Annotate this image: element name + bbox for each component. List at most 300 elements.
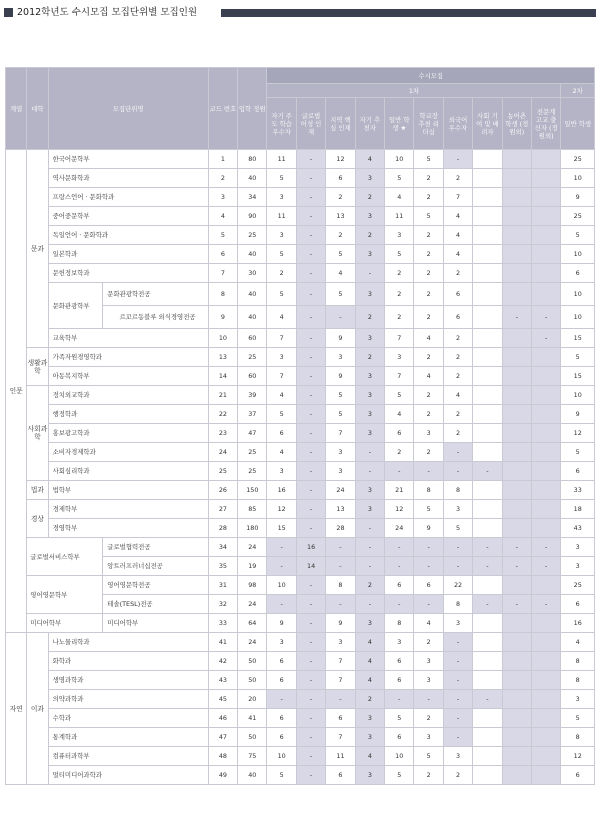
- table-row: [6, 367, 595, 386]
- code-cell: 5: [208, 226, 237, 245]
- value-cell: [532, 728, 561, 747]
- value-cell: -: [473, 538, 502, 557]
- code-cell: 46: [208, 709, 237, 728]
- value-cell: 3: [355, 386, 384, 405]
- value-cell: -: [355, 443, 384, 462]
- value-cell: -: [414, 595, 443, 614]
- table-row: [6, 264, 595, 283]
- value-cell: 6: [267, 424, 296, 443]
- code-cell: 33: [208, 614, 237, 633]
- quota-cell: 30: [238, 264, 267, 283]
- value-cell: -: [296, 614, 325, 633]
- value-cell: [502, 652, 531, 671]
- value-cell: 24: [326, 481, 355, 500]
- quota-cell: 39: [238, 386, 267, 405]
- value-cell: 3: [414, 652, 443, 671]
- quota-cell: 150: [238, 481, 267, 500]
- unit-name: 나노물리학과: [48, 633, 208, 652]
- value-cell: 12: [385, 500, 414, 519]
- value-cell: 2: [355, 348, 384, 367]
- value-cell: 2: [414, 633, 443, 652]
- value-cell: [502, 207, 531, 226]
- value-cell: -: [443, 633, 472, 652]
- value-cell: [532, 519, 561, 538]
- value-cell: [502, 283, 531, 306]
- value-cell: 12: [326, 150, 355, 169]
- value-cell: 4: [443, 386, 472, 405]
- value-cell: -: [296, 386, 325, 405]
- value-cell: -: [296, 481, 325, 500]
- value-cell: 2: [355, 576, 384, 595]
- code-cell: 8: [208, 283, 237, 306]
- value-cell: [532, 405, 561, 424]
- value-cell: -: [296, 348, 325, 367]
- code-cell: 10: [208, 329, 237, 348]
- value-cell: -: [296, 443, 325, 462]
- value-cell: 5: [414, 207, 443, 226]
- table-row: [6, 481, 595, 500]
- value-cell: 12: [267, 500, 296, 519]
- table-row: [6, 283, 595, 306]
- value-cell: 6: [385, 424, 414, 443]
- value-cell: -: [296, 306, 325, 329]
- value-cell: 2: [355, 226, 384, 245]
- table-row: [6, 169, 595, 188]
- value-cell: [473, 405, 502, 424]
- value-cell: -: [296, 462, 325, 481]
- value-cell: 7: [385, 367, 414, 386]
- value-cell: 2: [414, 348, 443, 367]
- value-cell: 2: [443, 169, 472, 188]
- value-cell: 8: [443, 595, 472, 614]
- value-cell: -: [443, 150, 472, 169]
- value-cell: 5: [414, 150, 443, 169]
- value-cell: [502, 150, 531, 169]
- value-cell: 2: [414, 264, 443, 283]
- college-cell: 영어영문학부: [27, 576, 103, 614]
- second-round-cell: 8: [561, 728, 595, 747]
- code-cell: 34: [208, 538, 237, 557]
- quota-cell: 64: [238, 614, 267, 633]
- value-cell: -: [326, 306, 355, 329]
- unit-name: 법학부: [48, 481, 208, 500]
- value-cell: -: [326, 690, 355, 709]
- header-first: 1차: [267, 84, 561, 98]
- quota-cell: 24: [238, 538, 267, 557]
- value-cell: [532, 424, 561, 443]
- value-cell: 2: [443, 264, 472, 283]
- value-cell: 3: [326, 462, 355, 481]
- value-cell: 2: [443, 405, 472, 424]
- value-cell: -: [385, 462, 414, 481]
- second-round-cell: 5: [561, 443, 595, 462]
- value-cell: -: [296, 728, 325, 747]
- second-round-cell: 12: [561, 424, 595, 443]
- value-cell: 3: [385, 226, 414, 245]
- value-cell: [473, 150, 502, 169]
- value-cell: -: [532, 538, 561, 557]
- value-cell: -: [296, 766, 325, 785]
- value-cell: 3: [414, 671, 443, 690]
- code-cell: 14: [208, 367, 237, 386]
- value-cell: 2: [385, 283, 414, 306]
- second-round-cell: 10: [561, 169, 595, 188]
- value-cell: -: [296, 500, 325, 519]
- unit-name: 소비자경제학과: [48, 443, 208, 462]
- value-cell: 9: [326, 367, 355, 386]
- value-cell: [473, 633, 502, 652]
- value-cell: [473, 264, 502, 283]
- second-round-cell: 16: [561, 614, 595, 633]
- header-unit: 모집단위명: [48, 68, 208, 150]
- unit-name: 아동복지학부: [48, 367, 208, 386]
- value-cell: 6: [414, 576, 443, 595]
- header-quota: 입학 정원: [238, 68, 267, 150]
- value-cell: [473, 671, 502, 690]
- value-cell: 2: [414, 386, 443, 405]
- value-cell: 6: [267, 671, 296, 690]
- code-cell: 41: [208, 633, 237, 652]
- table-row: [6, 150, 595, 169]
- second-round-cell: 10: [561, 245, 595, 264]
- unit-name: 생명과학과: [48, 671, 208, 690]
- value-cell: 4: [355, 652, 384, 671]
- value-cell: [473, 614, 502, 633]
- value-cell: [532, 614, 561, 633]
- value-cell: -: [296, 424, 325, 443]
- code-cell: 48: [208, 747, 237, 766]
- value-cell: 3: [355, 728, 384, 747]
- value-cell: 6: [326, 169, 355, 188]
- second-round-cell: 12: [561, 747, 595, 766]
- second-round-cell: 5: [561, 709, 595, 728]
- value-cell: [532, 481, 561, 500]
- value-cell: [473, 766, 502, 785]
- value-cell: 4: [326, 264, 355, 283]
- value-cell: 3: [355, 424, 384, 443]
- unit-name: 프랑스언어 · 문화학과: [48, 188, 208, 207]
- value-cell: [532, 500, 561, 519]
- header-first-col: 자기 주도 학습 우수자: [267, 98, 296, 150]
- value-cell: 5: [414, 500, 443, 519]
- value-cell: -: [355, 538, 384, 557]
- value-cell: [532, 652, 561, 671]
- table-row: [6, 747, 595, 766]
- value-cell: -: [473, 595, 502, 614]
- value-cell: 5: [326, 386, 355, 405]
- value-cell: [502, 443, 531, 462]
- value-cell: 3: [355, 500, 384, 519]
- value-cell: [473, 283, 502, 306]
- unit-name: 멀티미디어과학과: [48, 766, 208, 785]
- page-title: 2012학년도 수시모집 모집단위별 모집인원: [17, 7, 198, 18]
- value-cell: 2: [443, 766, 472, 785]
- table-row: [6, 462, 595, 481]
- value-cell: 6: [385, 652, 414, 671]
- value-cell: 4: [267, 386, 296, 405]
- quota-cell: 24: [238, 595, 267, 614]
- value-cell: [473, 500, 502, 519]
- value-cell: [473, 481, 502, 500]
- value-cell: 2: [326, 188, 355, 207]
- quota-cell: 40: [238, 169, 267, 188]
- value-cell: [473, 207, 502, 226]
- value-cell: 21: [385, 481, 414, 500]
- value-cell: 16: [267, 481, 296, 500]
- value-cell: 5: [385, 709, 414, 728]
- value-cell: 6: [443, 283, 472, 306]
- value-cell: -: [296, 264, 325, 283]
- value-cell: -: [414, 538, 443, 557]
- second-round-cell: 5: [561, 226, 595, 245]
- value-cell: 2: [414, 766, 443, 785]
- header-first-col: 전문계 고교 출신자 (정원외): [532, 98, 561, 150]
- value-cell: 9: [326, 614, 355, 633]
- second-round-cell: 9: [561, 405, 595, 424]
- value-cell: 6: [267, 652, 296, 671]
- value-cell: 2: [385, 264, 414, 283]
- value-cell: [473, 652, 502, 671]
- quota-cell: 60: [238, 329, 267, 348]
- value-cell: 4: [385, 405, 414, 424]
- value-cell: 2: [414, 188, 443, 207]
- college-cell: 문과: [27, 150, 48, 348]
- value-cell: [502, 690, 531, 709]
- header-field: 계열: [6, 68, 27, 150]
- quota-cell: 47: [238, 424, 267, 443]
- value-cell: [532, 188, 561, 207]
- value-cell: 4: [355, 747, 384, 766]
- unit-name: 앙트러프러너십전공: [103, 557, 208, 576]
- value-cell: -: [502, 557, 531, 576]
- value-cell: [532, 633, 561, 652]
- value-cell: 5: [326, 283, 355, 306]
- value-cell: 5: [443, 519, 472, 538]
- code-cell: 7: [208, 264, 237, 283]
- value-cell: 2: [443, 367, 472, 386]
- second-round-cell: 6: [561, 766, 595, 785]
- value-cell: 7: [385, 329, 414, 348]
- value-cell: 5: [267, 283, 296, 306]
- value-cell: 13: [326, 500, 355, 519]
- second-round-cell: 3: [561, 538, 595, 557]
- unit-name: 의약과학과: [48, 690, 208, 709]
- quota-cell: 37: [238, 405, 267, 424]
- code-cell: 45: [208, 690, 237, 709]
- quota-cell: 60: [238, 367, 267, 386]
- second-round-cell: 15: [561, 329, 595, 348]
- value-cell: -: [443, 557, 472, 576]
- second-round-cell: 3: [561, 690, 595, 709]
- second-round-cell: 10: [561, 306, 595, 329]
- value-cell: 7: [326, 728, 355, 747]
- value-cell: 4: [267, 443, 296, 462]
- table-row: [6, 766, 595, 785]
- value-cell: 3: [355, 329, 384, 348]
- value-cell: 5: [267, 169, 296, 188]
- value-cell: -: [296, 519, 325, 538]
- quota-cell: 40: [238, 245, 267, 264]
- code-cell: 1: [208, 150, 237, 169]
- value-cell: -: [296, 329, 325, 348]
- value-cell: -: [326, 538, 355, 557]
- value-cell: 7: [326, 671, 355, 690]
- value-cell: [473, 576, 502, 595]
- value-cell: 4: [443, 207, 472, 226]
- value-cell: -: [443, 652, 472, 671]
- value-cell: 4: [355, 671, 384, 690]
- unit-name: 행정학과: [48, 405, 208, 424]
- table-row: [6, 329, 595, 348]
- quota-cell: 24: [238, 633, 267, 652]
- code-cell: 25: [208, 462, 237, 481]
- value-cell: [473, 329, 502, 348]
- value-cell: 7: [267, 367, 296, 386]
- quota-cell: 19: [238, 557, 267, 576]
- quota-cell: 34: [238, 188, 267, 207]
- quota-cell: 75: [238, 747, 267, 766]
- value-cell: -: [296, 150, 325, 169]
- value-cell: 6: [267, 709, 296, 728]
- code-cell: 24: [208, 443, 237, 462]
- quota-cell: 180: [238, 519, 267, 538]
- unit-name: 한국어문학부: [48, 150, 208, 169]
- value-cell: -: [296, 633, 325, 652]
- unit-name: 홍보광고학과: [48, 424, 208, 443]
- value-cell: 10: [267, 747, 296, 766]
- value-cell: 8: [443, 481, 472, 500]
- header-first-col: 자기 추천자: [355, 98, 384, 150]
- second-round-cell: 8: [561, 652, 595, 671]
- value-cell: [502, 633, 531, 652]
- table-row: [6, 671, 595, 690]
- value-cell: 11: [326, 747, 355, 766]
- value-cell: [502, 747, 531, 766]
- code-cell: 21: [208, 386, 237, 405]
- value-cell: -: [296, 747, 325, 766]
- value-cell: -: [296, 207, 325, 226]
- value-cell: 3: [355, 766, 384, 785]
- value-cell: -: [473, 462, 502, 481]
- value-cell: [473, 747, 502, 766]
- college-cell: 생활과학: [27, 348, 48, 386]
- value-cell: [502, 226, 531, 245]
- unit-name: 글로벌협력전공: [103, 538, 208, 557]
- header-second: 2차: [561, 84, 595, 98]
- college-cell: 이과: [27, 633, 48, 785]
- value-cell: 6: [385, 671, 414, 690]
- second-round-cell: 43: [561, 519, 595, 538]
- value-cell: 9: [326, 329, 355, 348]
- table-row: [6, 207, 595, 226]
- value-cell: 9: [414, 519, 443, 538]
- value-cell: -: [443, 709, 472, 728]
- value-cell: [532, 462, 561, 481]
- quota-cell: 40: [238, 283, 267, 306]
- value-cell: 2: [443, 329, 472, 348]
- title-square-icon: [4, 8, 13, 17]
- value-cell: 13: [326, 207, 355, 226]
- quota-cell: 25: [238, 226, 267, 245]
- value-cell: 8: [414, 481, 443, 500]
- unit-name: 일본학과: [48, 245, 208, 264]
- value-cell: [532, 766, 561, 785]
- header-second-col: 일반 학생: [561, 98, 595, 150]
- code-cell: 28: [208, 519, 237, 538]
- value-cell: 3: [355, 709, 384, 728]
- value-cell: 2: [414, 306, 443, 329]
- value-cell: -: [326, 595, 355, 614]
- value-cell: [532, 283, 561, 306]
- college-cell: 사회과학: [27, 386, 48, 481]
- value-cell: 5: [385, 386, 414, 405]
- value-cell: 10: [385, 747, 414, 766]
- value-cell: 2: [414, 283, 443, 306]
- value-cell: 3: [267, 633, 296, 652]
- value-cell: [502, 348, 531, 367]
- value-cell: [502, 709, 531, 728]
- value-cell: -: [296, 226, 325, 245]
- table-row: [6, 500, 595, 519]
- value-cell: 3: [355, 169, 384, 188]
- value-cell: -: [296, 671, 325, 690]
- value-cell: -: [473, 557, 502, 576]
- value-cell: 15: [267, 519, 296, 538]
- code-cell: 9: [208, 306, 237, 329]
- code-cell: 32: [208, 595, 237, 614]
- value-cell: 6: [443, 306, 472, 329]
- value-cell: 4: [414, 367, 443, 386]
- code-cell: 49: [208, 766, 237, 785]
- unit-name: 가족자원경영학과: [48, 348, 208, 367]
- value-cell: -: [296, 169, 325, 188]
- value-cell: [502, 386, 531, 405]
- table-row: [6, 226, 595, 245]
- value-cell: 6: [385, 728, 414, 747]
- header-college: 대학: [27, 68, 48, 150]
- value-cell: 24: [385, 519, 414, 538]
- value-cell: [473, 226, 502, 245]
- value-cell: [502, 424, 531, 443]
- value-cell: -: [355, 557, 384, 576]
- value-cell: 5: [414, 747, 443, 766]
- value-cell: 3: [326, 443, 355, 462]
- value-cell: 2: [443, 424, 472, 443]
- table-row: [6, 348, 595, 367]
- value-cell: 6: [326, 709, 355, 728]
- quota-cell: 90: [238, 207, 267, 226]
- second-round-cell: 6: [561, 264, 595, 283]
- value-cell: [502, 188, 531, 207]
- value-cell: [473, 709, 502, 728]
- unit-name: 컴퓨터과학부: [48, 747, 208, 766]
- value-cell: 3: [414, 424, 443, 443]
- second-round-cell: 4: [561, 633, 595, 652]
- value-cell: -: [443, 671, 472, 690]
- value-cell: 2: [355, 690, 384, 709]
- header-first-col: 사회 기여 및 배려자: [473, 98, 502, 150]
- code-cell: 35: [208, 557, 237, 576]
- header-first-col: 농어촌 학생 (정원외): [502, 98, 531, 150]
- college-cell: 경상: [27, 500, 48, 538]
- value-cell: 4: [355, 633, 384, 652]
- quota-cell: 41: [238, 709, 267, 728]
- value-cell: [532, 348, 561, 367]
- value-cell: [473, 306, 502, 329]
- value-cell: 4: [385, 188, 414, 207]
- code-cell: 2: [208, 169, 237, 188]
- college-cell: 미디어학부: [27, 614, 103, 633]
